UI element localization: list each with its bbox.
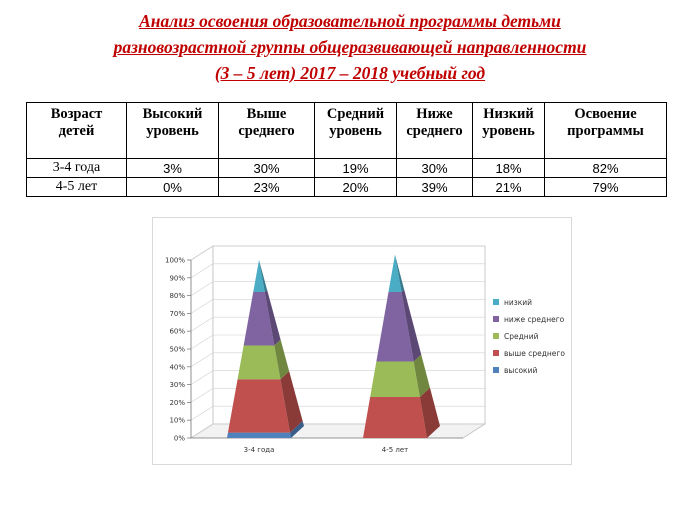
legend-label: выше среднего [504, 349, 565, 358]
y-tick-label: 70% [169, 309, 185, 318]
legend-label: ниже среднего [504, 315, 565, 324]
pyramid-segment-front [227, 433, 291, 438]
title-line-1: Анализ освоения образовательной программы детьми [139, 11, 561, 31]
table-row [27, 178, 667, 197]
cell-below-average: 39% [397, 178, 473, 197]
y-tick-label: 80% [169, 292, 185, 301]
title-line-3: (3 – 5 лет) 2017 – 2018 учебный год [214, 63, 486, 83]
results-table [26, 102, 667, 197]
pyramid-segment-front [370, 361, 420, 397]
legend-label: высокий [504, 366, 538, 375]
legend-label: Средний [504, 332, 539, 341]
y-tick-label: 100% [164, 256, 185, 265]
cell-age: 4-5 лет [27, 178, 127, 197]
y-tick-label: 90% [169, 274, 185, 283]
y-tick-label: 40% [169, 363, 185, 372]
legend-label: низкий [504, 298, 533, 307]
table-row [27, 159, 667, 178]
table-header-row [27, 103, 667, 159]
legend-swatch [493, 367, 499, 373]
title-line-2: разновозрастной группы общеразвивающей направленности [113, 37, 587, 57]
cell-age: 3-4 года [27, 159, 127, 178]
x-tick-label: 3-4 года [243, 446, 275, 454]
cell-mastery: 79% [545, 178, 667, 197]
pyramid-segment-front [363, 397, 427, 438]
cell-above-average: 30% [219, 159, 315, 178]
header-above-average: Выше среднего [219, 103, 315, 159]
y-tick-label: 0% [173, 434, 185, 443]
chart-frame [152, 217, 572, 465]
pyramid-segment-front [228, 379, 290, 432]
cell-below-average: 30% [397, 159, 473, 178]
cell-high: 3% [127, 159, 219, 178]
cell-above-average: 23% [219, 178, 315, 197]
header-average: Средний уровень [315, 103, 397, 159]
header-below-average: Ниже среднего [397, 103, 473, 159]
x-tick-label: 4-5 лет [381, 446, 409, 454]
legend-swatch [493, 316, 499, 322]
cell-low: 18% [473, 159, 545, 178]
cell-low: 21% [473, 178, 545, 197]
header-low: Низкий уровень [473, 103, 545, 159]
cell-average: 19% [315, 159, 397, 178]
cell-mastery: 82% [545, 159, 667, 178]
legend-swatch [493, 299, 499, 305]
y-tick-label: 60% [169, 327, 185, 336]
header-high: Высокий уровень [127, 103, 219, 159]
y-tick-label: 20% [169, 398, 185, 407]
pyramid-segment-front [238, 345, 281, 379]
cell-high: 0% [127, 178, 219, 197]
legend-swatch [493, 350, 499, 356]
y-tick-label: 10% [169, 416, 185, 425]
y-tick-label: 30% [169, 381, 185, 390]
header-age: Возраст детей [27, 103, 127, 159]
page-title [0, 8, 700, 86]
cell-average: 20% [315, 178, 397, 197]
y-tick-label: 50% [169, 345, 185, 354]
header-mastery: Освоение программы [545, 103, 667, 159]
legend-swatch [493, 333, 499, 339]
pyramid-chart [153, 218, 571, 464]
